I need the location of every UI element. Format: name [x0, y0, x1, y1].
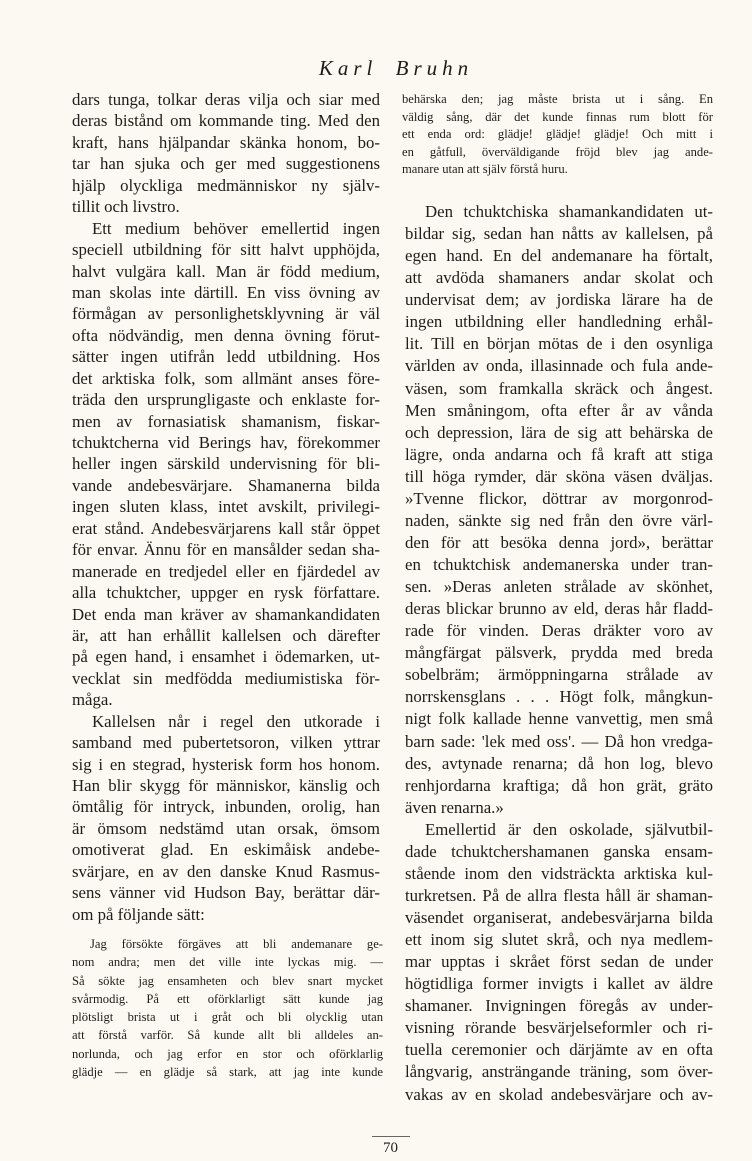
text-line: men av fornasiatisk shamanism, fiskar-	[72, 411, 380, 431]
text-line: deras blickar brunno av eld, deras hår fladd-	[405, 599, 713, 619]
paragraph	[72, 89, 380, 218]
text-line: den för att besöka denna jord», berättar	[405, 532, 713, 552]
text-line: shamaner. Invigningen föregås av under-	[405, 996, 713, 1016]
text-line: stående inom den vidsträckta arktiska kul-	[405, 863, 713, 883]
text-line: speciell utbildning för sitt halvt upphöjda,	[72, 240, 380, 260]
text-line: svårmodig. På ett oförklarligt sätt kunde jag	[72, 991, 383, 1006]
text-line: tuella ceremonier och därjämte av en ofta	[405, 1040, 713, 1060]
text-line: svärjare, en av den danske Knud Rasmus-	[72, 861, 380, 881]
text-line: träda den ursprungligaste och enklaste for-	[72, 390, 380, 410]
text-line: sätter ingen utifrån ledd utbildning. Hos	[72, 347, 380, 367]
text-line: renhjordarna kraftiga; då hon grät, gräto	[405, 775, 713, 795]
running-head: Karl Bruhn	[318, 56, 474, 80]
right-column-quote	[402, 91, 713, 179]
text-line: Men småningom, ofta efter år av vånda	[405, 400, 713, 420]
text-line: vande andebesvärjare. Shamanerna bilda	[72, 475, 380, 495]
text-line: glädje — en glädje så stark, att jag inte kunde	[72, 1065, 383, 1080]
text-line: naden, sänkte sig ned från den övre värl-	[405, 510, 713, 530]
left-column-body	[72, 89, 380, 925]
text-line: ett enda ord: glädje! glädje! glädje! Och mitt i	[402, 127, 713, 142]
text-line: undervisat dem; av jordiska lärare ha de	[405, 290, 713, 310]
text-line: sig i en stegrad, hysterisk form hos honom.	[72, 754, 380, 774]
text-line: Han blir skygg för människor, känslig och	[72, 776, 380, 795]
text-line: förmågan av personlighetsklyvning är väl	[72, 304, 380, 324]
text-line: till höga rymder, där sköna väsen dväljas.	[405, 466, 713, 486]
text-line: väsendet organiserat, andebesvärjarna bilda	[405, 908, 713, 927]
text-line: plötsligt brista ut i gråt och bli olycklig utan	[72, 1010, 383, 1025]
text-line: Jag försökte förgäves att bli andemanare ge-	[90, 937, 383, 951]
text-line: deras bistånd om kommande ting. Med den	[72, 111, 380, 131]
text-line: Den tchuktchiska shamankandidaten ut-	[425, 202, 713, 221]
text-line: bildar sig, sedan han nåtts av kallelsen, på	[405, 224, 713, 244]
text-line: och depression, lära de sig att behärska de	[405, 422, 713, 442]
text-line: lit. Till en början mötas de i den osynliga	[405, 334, 713, 354]
text-line: kraft, hans hjälpandar skänka honom, bo-	[72, 132, 380, 152]
text-line: vecklat sin medfödda mediumistiska för-	[72, 668, 380, 688]
page-number: 70	[383, 1140, 398, 1156]
text-line: ett inom sig slutet skrå, och nya medlem-	[405, 930, 713, 950]
text-line: ingen sluten klass, intet avskilt, privilegi-	[72, 497, 380, 517]
text-line: även renarna.»	[405, 797, 504, 817]
text-line: nigt folk kallade henne vanvettig, men små	[405, 709, 713, 729]
text-line: sens vänner vid Hudson Bay, berättar där-	[72, 883, 380, 903]
text-line: att avdöda shamaners andar skolat och	[405, 268, 713, 288]
text-line: för envar. Ännu för en mansålder sedan sha-	[72, 540, 380, 560]
text-line: behärska den; jag måste brista ut i sång. En	[402, 92, 713, 106]
text-line: Emellertid är den oskolade, självutbil-	[425, 819, 713, 839]
text-line: manare utan att själv förstå huru.	[402, 162, 568, 177]
paragraph	[72, 218, 380, 711]
text-line: högtidliga former invigts i kallet av äldre	[405, 974, 713, 994]
text-line: sen. »Deras anleten strålade av skönhet,	[405, 577, 713, 597]
text-line: Så sökte jag ensamheten och blev snart mycket	[72, 973, 383, 988]
page-number-rule	[372, 1136, 410, 1137]
text-line: Kallelsen når i regel den utkorade i	[92, 711, 380, 731]
text-line: barn sade: 'lek med oss'. — Då hon vredga-	[405, 731, 713, 751]
text-line: norlunda, och jag erfor en stor och oförklarlig	[72, 1046, 383, 1061]
text-line: nom andra; men det ville inte lyckas mig. —	[72, 955, 383, 970]
text-line: manerade en tredjedel eller en fjärdedel av	[72, 561, 380, 581]
text-line: visning rörande besvärjelseformler och ri-	[405, 1018, 713, 1038]
text-line: sobelbräm; ärmöppningarna strålade av	[405, 665, 713, 685]
text-line: måga.	[72, 690, 113, 710]
text-line: turkretsen. På de allra flesta håll är shaman-	[405, 885, 713, 905]
text-line: en tchuktchisk andemanerska under tran-	[405, 555, 713, 574]
text-line: är, att han erhållit kallelsen och därefter	[72, 625, 380, 645]
text-line: ingen utbildning eller handledning erhål-	[405, 312, 713, 332]
text-line: egen hand. En del andemanare ha förtalt,	[405, 246, 713, 266]
text-line: alla tchuktcher, uppger en rysk författare.	[72, 583, 380, 603]
right-column-body	[405, 201, 713, 1106]
text-line: väsen, som framkalla skräck och ångest.	[405, 378, 713, 398]
text-line: tchuktcherna vid Berings hav, förekommer	[72, 433, 380, 452]
text-line: »Tvenne flickor, döttrar av morgonrod-	[405, 488, 713, 508]
text-line: man skolas inte därtill. En viss övning av	[72, 282, 380, 302]
paragraph	[405, 201, 713, 819]
text-line: Det enda man kräver av shamankandidaten	[72, 604, 380, 624]
text-line: heller ingen särskild undervisning för bli-	[72, 454, 380, 474]
text-line: dars tunga, tolkar deras vilja och siar med	[72, 90, 380, 109]
text-line: rade för vinden. Deras dräkter voro av	[405, 621, 713, 641]
text-line: långvarig, ansträngande träning, som över-	[405, 1062, 713, 1082]
text-line: är ömsom nedstämd utan orsak, ömsom	[72, 818, 380, 838]
text-line: tillit och livstro.	[72, 197, 180, 217]
text-line: des, avtynade renarna; då hon log, blevo	[405, 753, 713, 773]
text-line: om på följande sätt:	[72, 904, 205, 924]
text-line: ömtålig för intryck, inbunden, orolig, han	[72, 797, 380, 817]
left-column-quote	[72, 935, 383, 1081]
text-line: mar upptas i skrået först sedan de under	[405, 952, 713, 972]
text-line: ofta nödvändig, men denna övning förut-	[72, 325, 380, 345]
text-line: Ett medium behöver emellertid ingen	[92, 218, 380, 238]
text-line: världen av onda, illasinnade och fula ande-	[405, 356, 713, 376]
text-line: dade tchuktchershamanen ganska ensam-	[405, 841, 713, 861]
text-line: vakas av en skolad andebesvärjare och av-	[405, 1084, 713, 1104]
text-line: en gåtfull, överväldigande fröjd blev jag ande-	[402, 144, 713, 159]
text-line: samband med pubertetsoron, vilken yttrar	[72, 733, 380, 753]
text-line: erat stånd. Andebesvärjarens kall står öppet	[72, 518, 380, 538]
paragraph	[72, 935, 383, 1081]
paragraph	[72, 711, 380, 925]
text-line: norrskensglans . . . Högt folk, mångkun-	[405, 687, 713, 707]
text-line: halvt vulgära kall. Man är född medium,	[72, 261, 380, 281]
paragraph	[402, 91, 713, 179]
text-line: på egen hand, i ensamhet i ödemarken, ut-	[72, 647, 380, 667]
text-line: lägre, onda andarna och få kraft att stiga	[405, 444, 713, 464]
text-line: väldig sång, där det kunde finnas rum blott för	[402, 109, 713, 124]
text-line: tar han sjuka och ger med suggestionens	[72, 154, 380, 174]
paragraph	[405, 819, 713, 1106]
text-line: att förstå varför. Så kunde allt bli alldeles an-	[72, 1028, 383, 1043]
text-line: mångfärgat pälsverk, prydda med breda	[405, 643, 713, 663]
text-line: hjälp olyckliga medmänniskor ny själv-	[72, 175, 380, 195]
text-line: det arktiska folk, som allmänt anses före-	[72, 368, 380, 388]
text-line: omotiverat glad. En eskimåisk andebe-	[72, 840, 380, 860]
